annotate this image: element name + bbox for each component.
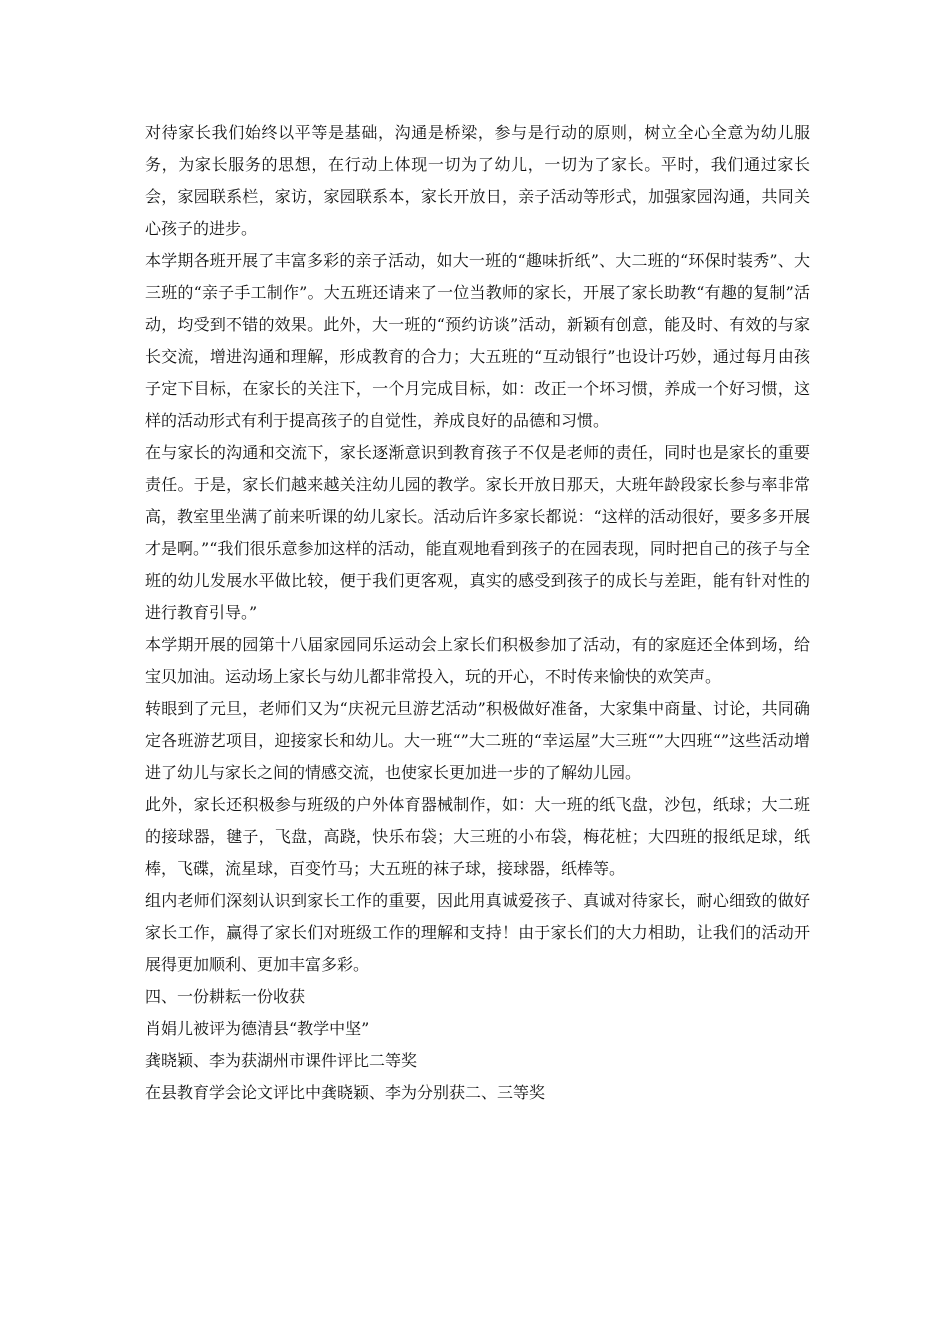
paragraph-parent-awareness: 在与家长的沟通和交流下，家长逐渐意识到教育孩子不仅是老师的责任，同时也是家长的重要责任。于是，家长们越来越关注幼儿园的教学。家长开放日那天，大班年龄段家长参与率非常高，教室里坐满了前来听课的幼儿家长。活动后许多家长都说：“这样的活动很好，要多多开展才是啊。”“我们很乐意参加这样的活动，能直观地看到孩子的在园表现，同时把自己的孩子与全班的幼儿发展水平做比较，便于我们更客观，真实的感受到孩子的成长与差距，能有针对性的进行教育引导。”	[145, 443, 810, 622]
award-line-1: 肖娟儿被评为德清县“教学中坚”	[145, 1019, 370, 1038]
paragraph-equipment-making: 此外，家长还积极参与班级的户外体育器械制作，如：大一班的纸飞盘，沙包，纸球；大二班的接球器，毽子，飞盘，高跷，快乐布袋；大三班的小布袋，梅花桩；大四班的报纸足球，纸棒，飞碟，流星球，百变竹马；大五班的袜子球，接球器，纸棒等。	[145, 795, 810, 878]
paragraph-new-year-activities: 转眼到了元旦，老师们又为“庆祝元旦游艺活动”积极做好准备，大家集中商量、讨论，共同确定各班游艺项目，迎接家长和幼儿。大一班“”大二班的“幸运屋”大三班“”大四班“”这些活动增进了幼儿与家长之间的情感交流，也使家长更加进一步的了解幼儿园。	[145, 699, 810, 782]
paragraph-teacher-reflection: 组内老师们深刻认识到家长工作的重要，因此用真诚爱孩子、真诚对待家长，耐心细致的做好家长工作，赢得了家长们对班级工作的理解和支持！由于家长们的大力相助，让我们的活动开展得更加顺利、更加丰富多彩。	[145, 891, 810, 974]
paragraph-sports-meet: 本学期开展的园第十八届家园同乐运动会上家长们积极参加了活动，有的家庭还全体到场，给宝贝加油。运动场上家长与幼儿都非常投入，玩的开心，不时传来愉快的欢笑声。	[145, 635, 810, 686]
award-line-2: 龚晓颖、李为获湖州市课件评比二等奖	[145, 1051, 418, 1070]
document-page	[145, 117, 810, 1109]
paragraph-parent-child-activities: 本学期各班开展了丰富多彩的亲子活动，如大一班的“趣味折纸”、大二班的“环保时装秀”、大三班的“亲子手工制作”。大五班还请来了一位当教师的家长，开展了家长助教“有趣的复制”活动，均受到不错的效果。此外，大一班的“预约访谈”活动，新颖有创意，能及时、有效的与家长交流，增进沟通和理解，形成教育的合力；大五班的“互动银行”也设计巧妙，通过每月由孩子定下目标，在家长的关注下，一个月完成目标，如：改正一个坏习惯，养成一个好习惯，这样的活动形式有利于提高孩子的自觉性，养成良好的品德和习惯。	[145, 251, 810, 430]
paragraph-parent-principles: 对待家长我们始终以平等是基础，沟通是桥梁，参与是行动的原则，树立全心全意为幼儿服务，为家长服务的思想，在行动上体现一切为了幼儿，一切为了家长。平时，我们通过家长会，家园联系栏，家访，家园联系本，家长开放日，亲子活动等形式，加强家园沟通，共同关心孩子的进步。	[145, 123, 810, 238]
section-heading-harvest: 四、一份耕耘一份收获	[145, 987, 306, 1006]
award-line-3: 在县教育学会论文评比中龚晓颖、李为分别获二、三等奖	[145, 1083, 546, 1102]
